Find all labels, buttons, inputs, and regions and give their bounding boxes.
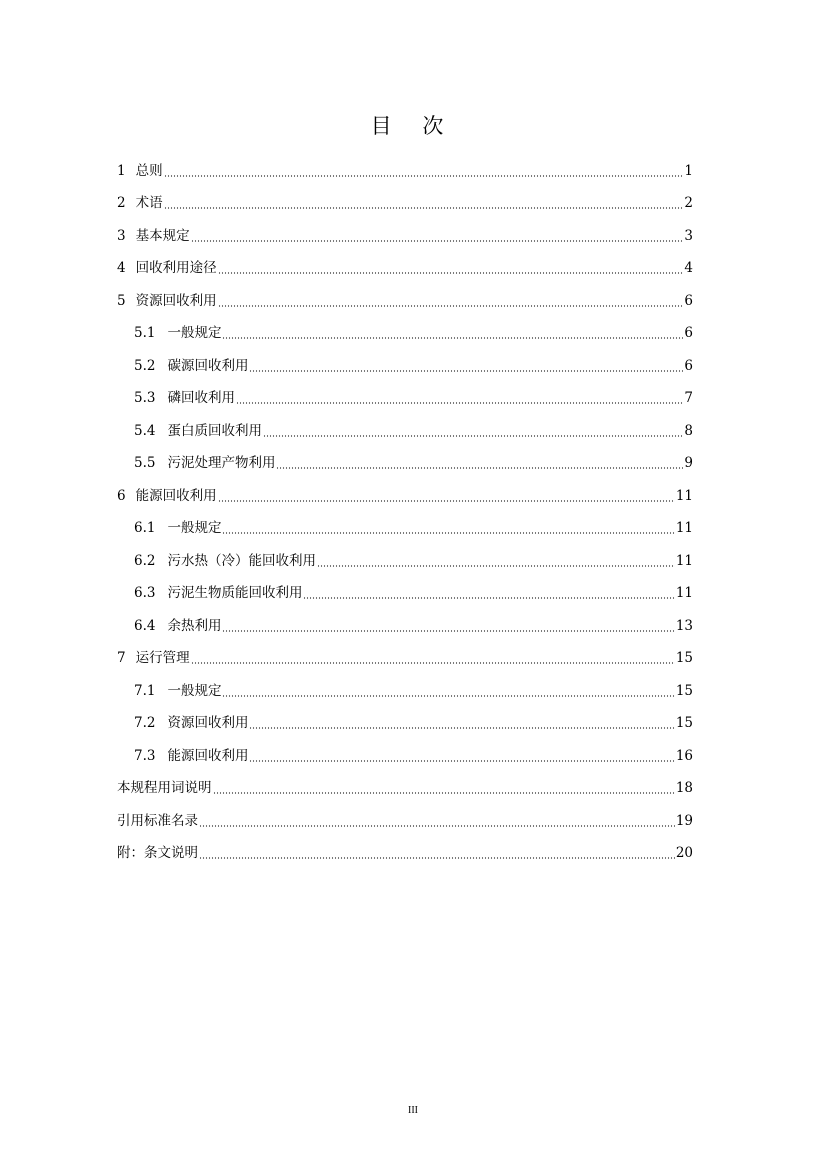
toc-entry-text: 污水热（冷）能回收利用 xyxy=(167,552,316,569)
toc-entry-label xyxy=(117,226,190,246)
toc-entry-page: 15 xyxy=(675,682,693,699)
toc-entry-text: 一般规定 xyxy=(167,325,222,341)
toc-entry-page: 7 xyxy=(684,390,693,406)
toc-entry[interactable] xyxy=(117,672,693,705)
toc-entry-text: 一般规定 xyxy=(167,682,222,699)
toc-entry-number: 5.2 xyxy=(134,357,156,374)
toc-entry-number: 7 xyxy=(117,650,126,666)
toc-entry-text: 磷回收利用 xyxy=(167,390,235,406)
toc-entry-text: 引用标准名录 xyxy=(117,812,198,829)
toc-entry-number: 6.3 xyxy=(134,585,156,601)
toc-entry-text: 污泥生物质能回收利用 xyxy=(167,585,303,601)
toc-entry-page: 3 xyxy=(684,227,693,244)
toc-entry-label xyxy=(134,616,221,636)
toc-entry-label xyxy=(117,258,217,278)
dot-leader xyxy=(222,630,674,632)
toc-entry-number: 7.1 xyxy=(134,682,156,699)
dot-leader xyxy=(249,727,674,729)
toc-entry-page: 13 xyxy=(675,617,693,634)
toc-entry-text: 回收利用途径 xyxy=(135,260,217,276)
toc-entry[interactable] xyxy=(117,737,693,770)
toc-entry-page: 4 xyxy=(684,260,693,276)
dot-leader xyxy=(199,825,675,827)
toc-entry-label xyxy=(117,161,163,181)
toc-entry-text: 能源回收利用 xyxy=(135,487,217,504)
toc-entry-text: 术语 xyxy=(135,195,163,211)
toc-entry-number: 1 xyxy=(117,162,126,179)
toc-entry-text: 本规程用词说明 xyxy=(117,780,212,796)
toc-entry-text: 蛋白质回收利用 xyxy=(167,422,262,439)
toc-entry-label xyxy=(134,551,316,571)
toc-entry[interactable] xyxy=(117,412,693,445)
dot-leader xyxy=(191,662,675,664)
toc-entry-page: 18 xyxy=(675,780,693,796)
toc-entry-label xyxy=(117,778,212,798)
dot-leader xyxy=(164,175,684,177)
dot-leader xyxy=(213,792,675,794)
toc-entry-page: 15 xyxy=(675,650,693,666)
toc-entry-label xyxy=(134,518,221,538)
toc-entry-page: 16 xyxy=(675,747,693,764)
toc-entry-label xyxy=(134,713,248,733)
toc-entry-text: 资源回收利用 xyxy=(167,715,249,731)
toc-entry-number: 5.1 xyxy=(134,325,156,341)
page-number: III xyxy=(408,1105,418,1116)
toc-entry[interactable] xyxy=(117,705,693,738)
dot-leader xyxy=(191,240,684,242)
dot-leader xyxy=(236,402,683,404)
toc-entry[interactable] xyxy=(117,315,693,348)
dot-leader xyxy=(199,857,675,859)
dot-leader xyxy=(222,695,674,697)
toc-entry[interactable] xyxy=(117,282,693,315)
toc-entry[interactable] xyxy=(117,607,693,640)
toc-entry-number: 5.5 xyxy=(134,455,156,471)
toc-entry-label xyxy=(134,388,235,408)
toc-entry[interactable] xyxy=(117,640,693,673)
toc-entry-page: 1 xyxy=(684,162,693,179)
toc-entry-number: 5.4 xyxy=(134,422,156,439)
toc-entry[interactable] xyxy=(117,380,693,413)
toc-entry-label xyxy=(117,648,190,668)
toc-entry-label xyxy=(134,421,262,441)
toc-entry-label xyxy=(134,323,221,343)
toc-entry[interactable] xyxy=(117,152,693,185)
table-of-contents xyxy=(117,152,693,867)
dot-leader xyxy=(276,467,683,469)
toc-entry-page: 20 xyxy=(675,845,693,861)
toc-entry-label xyxy=(134,681,221,701)
toc-entry[interactable] xyxy=(117,250,693,283)
toc-entry-text: 基本规定 xyxy=(135,227,190,244)
toc-entry-number: 5.3 xyxy=(134,390,156,406)
toc-entry-page: 8 xyxy=(684,422,693,439)
dot-leader xyxy=(218,305,684,307)
toc-entry[interactable] xyxy=(117,802,693,835)
toc-entry[interactable] xyxy=(117,477,693,510)
toc-entry-number: 6.4 xyxy=(134,617,156,634)
dot-leader xyxy=(249,370,683,372)
dot-leader xyxy=(249,760,674,762)
toc-entry[interactable] xyxy=(117,770,693,803)
toc-entry[interactable] xyxy=(117,510,693,543)
toc-entry-text: 资源回收利用 xyxy=(135,292,217,309)
toc-entry-page: 11 xyxy=(675,552,693,569)
toc-entry-page: 6 xyxy=(684,357,693,374)
page-title: 目 次 xyxy=(370,114,456,138)
dot-leader xyxy=(164,207,684,209)
toc-entry-label xyxy=(117,811,198,831)
toc-entry[interactable] xyxy=(117,217,693,250)
toc-entry[interactable] xyxy=(117,575,693,608)
toc-entry-text: 碳源回收利用 xyxy=(167,357,249,374)
dot-leader xyxy=(222,337,683,339)
toc-entry-text: 能源回收利用 xyxy=(167,747,249,764)
toc-entry-label xyxy=(117,193,163,213)
toc-entry-number: 4 xyxy=(117,260,126,276)
toc-entry-text: 余热利用 xyxy=(167,617,222,634)
toc-entry[interactable] xyxy=(117,185,693,218)
dot-leader xyxy=(317,565,675,567)
toc-entry-label xyxy=(117,486,217,506)
dot-leader xyxy=(218,272,684,274)
toc-entry-number: 5 xyxy=(117,292,126,309)
toc-entry[interactable] xyxy=(117,347,693,380)
toc-entry[interactable] xyxy=(117,542,693,575)
toc-entry-label xyxy=(134,453,275,473)
toc-entry-page: 6 xyxy=(684,292,693,309)
toc-entry-number: 2 xyxy=(117,195,126,211)
toc-entry-label xyxy=(117,843,198,863)
toc-entry-number: 7.2 xyxy=(134,715,156,731)
toc-entry-text: 一般规定 xyxy=(167,520,222,536)
toc-entry-page: 15 xyxy=(675,715,693,731)
dot-leader xyxy=(218,500,675,502)
toc-entry-page: 11 xyxy=(675,487,693,504)
toc-entry-number: 7.3 xyxy=(134,747,156,764)
toc-entry-text: 污泥处理产物利用 xyxy=(167,455,276,471)
toc-entry-label xyxy=(134,356,248,376)
toc-entry-number: 3 xyxy=(117,227,126,244)
toc-entry[interactable] xyxy=(117,835,693,868)
toc-entry-label xyxy=(117,291,217,311)
toc-entry-number: 6 xyxy=(117,487,126,504)
toc-entry-page: 9 xyxy=(684,455,693,471)
toc-entry-page: 11 xyxy=(675,585,693,601)
toc-entry-label xyxy=(134,746,248,766)
toc-entry-text: 附：条文说明 xyxy=(117,845,198,861)
toc-entry-number: 6.2 xyxy=(134,552,156,569)
toc-entry-text: 总则 xyxy=(135,162,163,179)
dot-leader xyxy=(222,532,674,534)
toc-entry-text: 运行管理 xyxy=(135,650,190,666)
toc-entry-page: 11 xyxy=(675,520,693,536)
toc-entry-page: 19 xyxy=(675,812,693,829)
toc-entry-label xyxy=(134,583,302,603)
toc-entry-page: 6 xyxy=(684,325,693,341)
dot-leader xyxy=(303,597,674,599)
toc-entry-page: 2 xyxy=(684,195,693,211)
toc-entry-number: 6.1 xyxy=(134,520,156,536)
dot-leader xyxy=(263,435,683,437)
toc-entry[interactable] xyxy=(117,445,693,478)
